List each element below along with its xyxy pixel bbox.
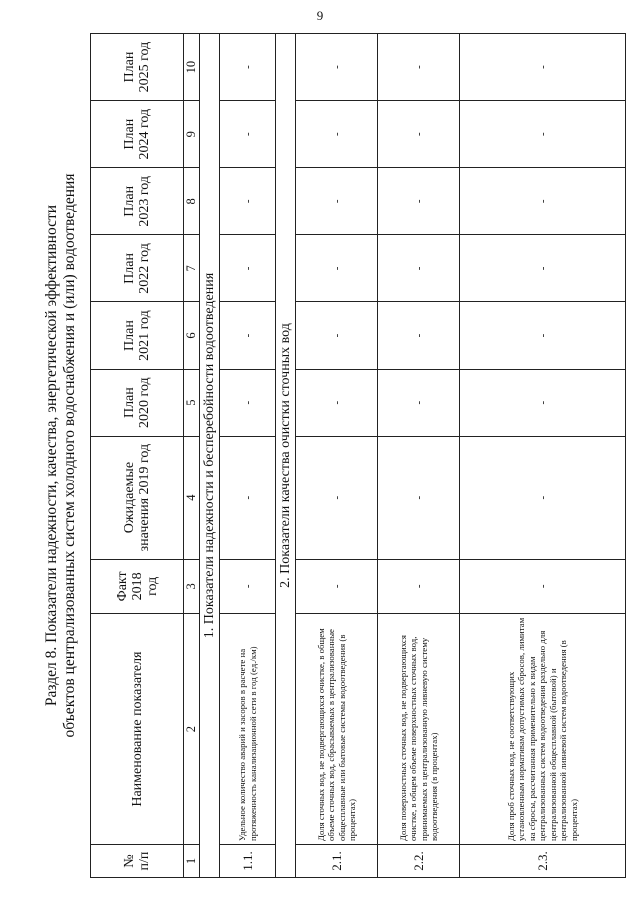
header-cell: План 2021 год bbox=[91, 302, 184, 369]
column-number: 8 bbox=[184, 168, 200, 235]
header-cell: Ожидаемые значения 2019 год bbox=[91, 436, 184, 559]
value-cell: - bbox=[296, 101, 378, 168]
value-cell: - bbox=[296, 34, 378, 101]
row-number: 1.1. bbox=[220, 845, 276, 878]
value-cell: - bbox=[220, 101, 276, 168]
column-number: 1 bbox=[184, 845, 200, 878]
column-number: 2 bbox=[184, 614, 200, 845]
value-cell: - bbox=[296, 168, 378, 235]
value-cell: - bbox=[460, 302, 626, 369]
value-cell: - bbox=[378, 302, 460, 369]
value-cell: - bbox=[460, 369, 626, 436]
value-cell: - bbox=[220, 559, 276, 614]
value-cell: - bbox=[220, 34, 276, 101]
value-cell: - bbox=[378, 235, 460, 302]
column-number-row bbox=[184, 34, 200, 878]
value-cell: - bbox=[220, 436, 276, 559]
section-title: 2. Показатели качества очистки сточных вод bbox=[276, 34, 296, 878]
value-cell: - bbox=[296, 235, 378, 302]
table-row bbox=[460, 34, 626, 878]
value-cell: - bbox=[296, 436, 378, 559]
value-cell: - bbox=[460, 235, 626, 302]
column-number: 3 bbox=[184, 559, 200, 614]
header-cell: План 2020 год bbox=[91, 369, 184, 436]
value-cell: - bbox=[220, 302, 276, 369]
header-cell: План 2024 год bbox=[91, 101, 184, 168]
rotated-content bbox=[38, 33, 598, 878]
value-cell: - bbox=[378, 436, 460, 559]
column-number: 4 bbox=[184, 436, 200, 559]
header-cell: План 2022 год bbox=[91, 235, 184, 302]
section-header-row bbox=[200, 34, 220, 878]
table-row bbox=[296, 34, 378, 878]
value-cell: - bbox=[296, 559, 378, 614]
indicators-table bbox=[90, 33, 626, 878]
header-cell: Наименование показателя bbox=[91, 614, 184, 845]
value-cell: - bbox=[220, 235, 276, 302]
column-number: 7 bbox=[184, 235, 200, 302]
value-cell: - bbox=[460, 436, 626, 559]
column-number: 10 bbox=[184, 34, 200, 101]
value-cell: - bbox=[220, 369, 276, 436]
value-cell: - bbox=[378, 101, 460, 168]
value-cell: - bbox=[296, 302, 378, 369]
value-cell: - bbox=[460, 101, 626, 168]
indicator-name: Доля сточных вод, не подвергающихся очистке, в общем объеме сточных вод, сбрасываемых в централизованные общесплавные или бытовые системы водоотведения (в процентах) bbox=[296, 614, 378, 845]
header-cell: № п/п bbox=[91, 845, 184, 878]
page-number: 9 bbox=[316, 8, 324, 23]
column-number: 5 bbox=[184, 369, 200, 436]
row-number: 2.3. bbox=[460, 845, 626, 878]
table-row bbox=[378, 34, 460, 878]
indicator-name: Доля поверхностных сточных вод, не подвергающихся очистке, в общем объеме поверхностных сточных вод, принимаемых в централизованную ливневую систему водоотведения (в процентах) bbox=[378, 614, 460, 845]
indicator-name: Удельное количество аварий и засоров в расчете на протяженность канализационной сети в год (ед./км) bbox=[220, 614, 276, 845]
value-cell: - bbox=[378, 34, 460, 101]
section-title-line-2: объектов централизованных систем холодного водоснабжения и (или) водоотведения bbox=[61, 173, 78, 738]
section-title: 1. Показатели надежности и бесперебойности водоотведения bbox=[200, 34, 220, 878]
column-number: 6 bbox=[184, 302, 200, 369]
header-row bbox=[91, 34, 184, 878]
value-cell: - bbox=[460, 168, 626, 235]
row-number: 2.1. bbox=[296, 845, 378, 878]
table-row bbox=[220, 34, 276, 878]
value-cell: - bbox=[378, 369, 460, 436]
value-cell: - bbox=[220, 168, 276, 235]
header-cell: Факт 2018 год bbox=[91, 559, 184, 614]
section-title-line-1: Раздел 8. Показатели надежности, качества, энергетической эффективности bbox=[43, 204, 60, 707]
value-cell: - bbox=[460, 559, 626, 614]
indicator-name: Доля проб сточных вод, не соответствующих установленным нормативам допустимых сбросов, лимитам на сбросы, рассчитанная применительно к видам централизованных систем водоотведения раздельно для централизованной общесплавной (бытовой) и централизованной ливневой систем водоотведения (в процентах) bbox=[460, 614, 626, 845]
value-cell: - bbox=[378, 559, 460, 614]
section-header-row bbox=[276, 34, 296, 878]
header-cell: План 2025 год bbox=[91, 34, 184, 101]
value-cell: - bbox=[296, 369, 378, 436]
column-number: 9 bbox=[184, 101, 200, 168]
value-cell: - bbox=[460, 34, 626, 101]
row-number: 2.2. bbox=[378, 845, 460, 878]
value-cell: - bbox=[378, 168, 460, 235]
header-cell: План 2023 год bbox=[91, 168, 184, 235]
